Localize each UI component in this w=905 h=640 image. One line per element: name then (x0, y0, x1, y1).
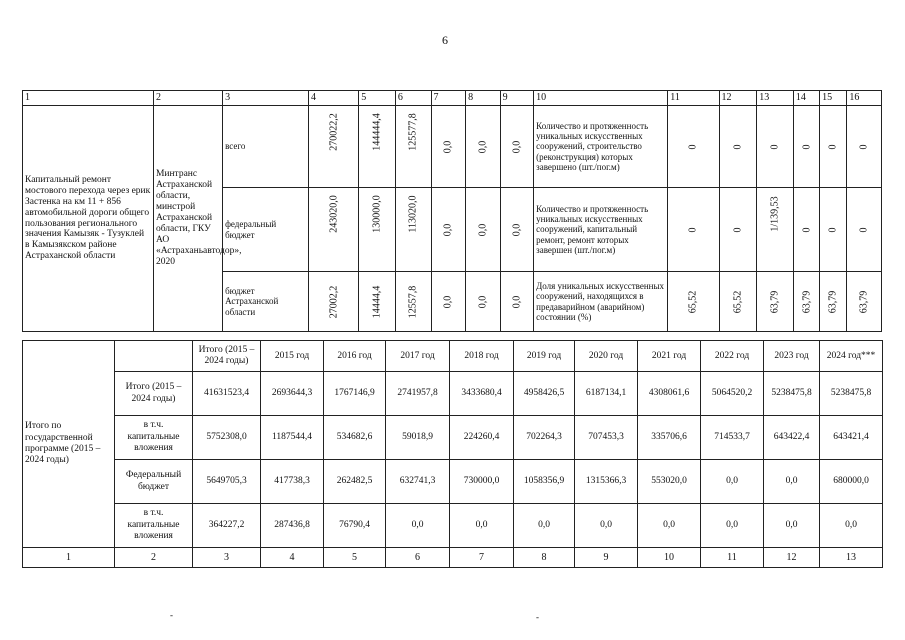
value-cell: 287436,8 (261, 504, 324, 548)
indicator-value: 0 (732, 144, 744, 149)
column-number: 5 (324, 548, 386, 568)
value-cell: 4958426,5 (514, 372, 575, 416)
column-number: 6 (395, 91, 431, 106)
funding-source-cell: бюджет Астраханской области (223, 272, 309, 332)
amount-value: 0,0 (477, 223, 489, 236)
column-number: 9 (500, 91, 534, 106)
indicator-value: 0 (827, 144, 839, 149)
value-cell: 335706,6 (638, 416, 701, 460)
row-label: в т.ч. капитальные вложения (115, 416, 193, 460)
indicator-cell: Количество и протяженность уникальных искусственных сооружений, капитальный ремонт, ремонт которых завершен (шт./пог.м) (534, 188, 668, 272)
year-header-row (23, 341, 883, 372)
value-cell: 680000,0 (820, 460, 883, 504)
amount-cell (359, 272, 396, 332)
column-number: 10 (534, 91, 668, 106)
indicator-cell: Количество и протяженность уникальных искусственных сооружений, строительство (реконструкция) которых завершено (шт./пог.м) (534, 106, 668, 188)
column-number: 12 (764, 548, 820, 568)
value-cell: 730000,0 (450, 460, 514, 504)
amount-value: 270022,2 (328, 113, 339, 151)
table-row (23, 106, 882, 188)
amount-value: 243020,0 (328, 195, 339, 233)
value-cell: 0,0 (638, 504, 701, 548)
year-header: Итого (2015 – 2024 годы) (193, 341, 261, 372)
funding-source-cell: федеральный бюджет (223, 188, 309, 272)
column-number: 8 (514, 548, 575, 568)
program-detail-table (22, 90, 882, 332)
amount-value: 144444,4 (371, 113, 383, 151)
table-row (23, 416, 883, 460)
indicator-value: 0 (800, 144, 812, 149)
indicator-value-cell (847, 188, 882, 272)
program-totals-table (22, 340, 883, 568)
value-cell: 76790,4 (324, 504, 386, 548)
year-header: 2024 год*** (820, 341, 883, 372)
amount-cell (395, 106, 431, 188)
value-cell: 6187134,1 (575, 372, 638, 416)
amount-cell (395, 188, 431, 272)
indicator-value-cell (820, 188, 847, 272)
value-cell: 0,0 (701, 504, 764, 548)
amount-cell (308, 106, 358, 188)
column-number: 1 (23, 91, 154, 106)
value-cell: 4308061,6 (638, 372, 701, 416)
indicator-value-cell (668, 272, 719, 332)
indicator-value-cell (719, 106, 757, 188)
value-cell: 553020,0 (638, 460, 701, 504)
amount-value: 0,0 (511, 140, 523, 153)
value-cell: 1767146,9 (324, 372, 386, 416)
indicator-value-cell (719, 272, 757, 332)
column-number: 13 (757, 91, 794, 106)
value-cell: 2741957,8 (386, 372, 450, 416)
column-number: 6 (386, 548, 450, 568)
value-cell: 5238475,8 (764, 372, 820, 416)
value-cell: 0,0 (820, 504, 883, 548)
indicator-value: 0 (769, 144, 781, 149)
indicator-value-cell (847, 272, 882, 332)
value-cell: 2693644,3 (261, 372, 324, 416)
value-cell: 707453,3 (575, 416, 638, 460)
column-number: 11 (668, 91, 719, 106)
value-cell: 0,0 (575, 504, 638, 548)
indicator-value: 1/139,53 (769, 196, 781, 232)
object-name-cell: Капитальный ремонт мостового перехода через ерик Застенка на км 11 + 856 автомобильной дороги общего пользования регионального значения Камызяк - Тузуклей в Камызякском районе Астраханской области (23, 106, 154, 332)
row-label: Итого (2015 – 2024 годы) (115, 372, 193, 416)
program-total-label: Итого по государственной программе (2015 – 2024 годы) (23, 341, 115, 548)
indicator-value-cell (719, 188, 757, 272)
row-label: Федеральный бюджет (115, 460, 193, 504)
value-cell: 632741,3 (386, 460, 450, 504)
indicator-value: 0 (732, 227, 744, 232)
indicator-value: 0 (687, 144, 699, 149)
year-header: 2016 год (324, 341, 386, 372)
value-cell: 3433680,4 (450, 372, 514, 416)
indicator-value: 63,79 (827, 290, 839, 313)
amount-cell (359, 188, 396, 272)
table-row (23, 372, 883, 416)
column-number: 7 (450, 548, 514, 568)
indicator-value: 65,52 (732, 290, 744, 313)
indicator-value-cell (668, 106, 719, 188)
column-number: 13 (820, 548, 883, 568)
indicator-value-cell (757, 188, 794, 272)
year-header: 2020 год (575, 341, 638, 372)
column-number: 9 (575, 548, 638, 568)
amount-cell (500, 188, 534, 272)
value-cell: 0,0 (386, 504, 450, 548)
column-number-row (23, 91, 882, 106)
indicator-value-cell (847, 106, 882, 188)
year-header: 2017 год (386, 341, 450, 372)
amount-value: 130000,0 (371, 195, 383, 233)
indicator-value: 65,52 (687, 290, 699, 313)
indicator-value: 63,79 (800, 290, 812, 313)
column-number: 15 (820, 91, 847, 106)
year-header: 2019 год (514, 341, 575, 372)
value-cell: 0,0 (450, 504, 514, 548)
year-header: 2023 год (764, 341, 820, 372)
row-label: в т.ч. капитальные вложения (115, 504, 193, 548)
amount-value: 0,0 (442, 140, 454, 153)
indicator-value: 0 (858, 227, 870, 232)
amount-value: 0,0 (477, 140, 489, 153)
amount-cell (395, 272, 431, 332)
column-number: 11 (701, 548, 764, 568)
indicator-value-cell (757, 272, 794, 332)
page-number: 6 (442, 33, 448, 47)
indicator-value: 0 (858, 144, 870, 149)
value-cell: 643421,4 (820, 416, 883, 460)
amount-value: 14444,4 (371, 285, 383, 318)
column-number: 8 (466, 91, 501, 106)
table-row (23, 504, 883, 548)
value-cell: 5238475,8 (820, 372, 883, 416)
column-number: 16 (847, 91, 882, 106)
table-row (23, 460, 883, 504)
value-cell: 0,0 (514, 504, 575, 548)
amount-value: 12557,8 (407, 285, 419, 318)
amount-cell (359, 106, 396, 188)
value-cell: 224260,4 (450, 416, 514, 460)
indicator-value-cell (793, 188, 819, 272)
indicator-value-cell (793, 272, 819, 332)
amount-cell (308, 188, 358, 272)
indicator-value: 0 (687, 227, 699, 232)
amount-value: 27002,2 (328, 285, 339, 318)
value-cell: 0,0 (701, 460, 764, 504)
year-header: 2022 год (701, 341, 764, 372)
amount-value: 0,0 (477, 295, 489, 308)
value-cell: 41631523,4 (193, 372, 261, 416)
value-cell: 5064520,2 (701, 372, 764, 416)
column-number: 1 (23, 548, 115, 568)
indicator-value: 63,79 (769, 290, 781, 313)
amount-cell (500, 106, 534, 188)
amount-value: 0,0 (511, 295, 523, 308)
year-header: 2021 год (638, 341, 701, 372)
column-number: 2 (153, 91, 222, 106)
indicator-value: 0 (827, 227, 839, 232)
column-number: 3 (193, 548, 261, 568)
year-header: 2018 год (450, 341, 514, 372)
amount-cell (431, 188, 466, 272)
column-number: 3 (223, 91, 309, 106)
amount-cell (466, 106, 501, 188)
scan-mark: - (170, 610, 173, 620)
amount-cell (431, 272, 466, 332)
amount-value: 125577,8 (407, 113, 419, 151)
value-cell: 1315366,3 (575, 460, 638, 504)
value-cell: 417738,3 (261, 460, 324, 504)
value-cell: 364227,2 (193, 504, 261, 548)
column-number: 2 (115, 548, 193, 568)
scan-mark: - (536, 612, 539, 622)
amount-cell (500, 272, 534, 332)
empty-header-cell (115, 341, 193, 372)
funding-source-cell: всего (223, 106, 309, 188)
amount-value: 0,0 (442, 295, 454, 308)
value-cell: 534682,6 (324, 416, 386, 460)
amount-cell (431, 106, 466, 188)
amount-value: 113020,0 (407, 195, 419, 233)
indicator-value-cell (793, 106, 819, 188)
value-cell: 5752308,0 (193, 416, 261, 460)
value-cell: 702264,3 (514, 416, 575, 460)
value-cell: 0,0 (764, 504, 820, 548)
indicator-value: 0 (800, 227, 812, 232)
amount-cell (466, 272, 501, 332)
amount-cell (466, 188, 501, 272)
column-number: 4 (261, 548, 324, 568)
column-number: 14 (793, 91, 819, 106)
column-number: 7 (431, 91, 466, 106)
column-number: 12 (719, 91, 757, 106)
value-cell: 1187544,4 (261, 416, 324, 460)
executor-cell: Минтранс Астраханской области, минстрой Астраханской области, ГКУ АО «Астраханьавтодор», 2020 (153, 106, 222, 332)
year-header: 2015 год (261, 341, 324, 372)
value-cell: 262482,5 (324, 460, 386, 504)
value-cell: 643422,4 (764, 416, 820, 460)
column-number: 10 (638, 548, 701, 568)
column-number: 5 (359, 91, 396, 106)
indicator-value-cell (820, 106, 847, 188)
value-cell: 59018,9 (386, 416, 450, 460)
indicator-value-cell (757, 106, 794, 188)
value-cell: 714533,7 (701, 416, 764, 460)
value-cell: 5649705,3 (193, 460, 261, 504)
column-number: 4 (308, 91, 358, 106)
amount-value: 0,0 (511, 223, 523, 236)
indicator-value: 63,79 (858, 290, 870, 313)
value-cell: 1058356,9 (514, 460, 575, 504)
indicator-cell: Доля уникальных искусственных сооружений, находящихся в предаварийном (аварийном) состоянии (%) (534, 272, 668, 332)
amount-cell (308, 272, 358, 332)
amount-value: 0,0 (442, 223, 454, 236)
indicator-value-cell (820, 272, 847, 332)
column-number-footer (23, 548, 883, 568)
indicator-value-cell (668, 188, 719, 272)
value-cell: 0,0 (764, 460, 820, 504)
